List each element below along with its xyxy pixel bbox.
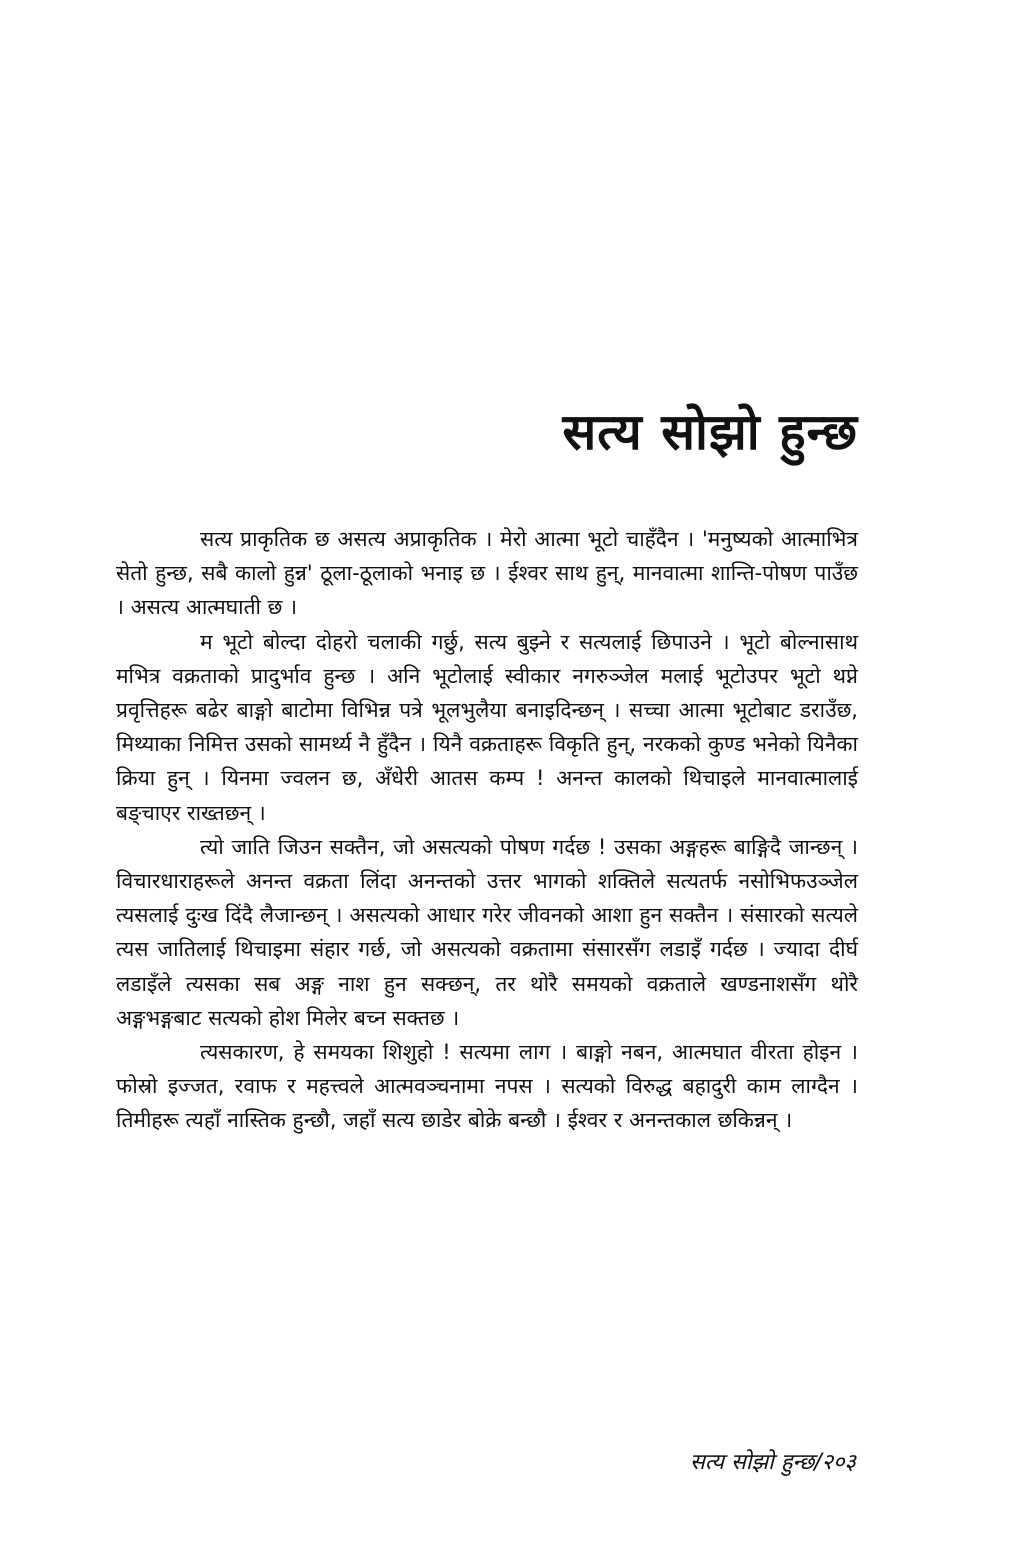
running-footer: सत्य सोझो हुन्छ/२०३	[689, 1450, 856, 1475]
paragraph: त्यसकारण, हे समयका शिशुहो ! सत्यमा लाग । बाङ्गो नबन, आत्मघात वीरता होइन । फोस्रो इज्जत, रवाफ र महत्त्वले आत्मवञ्चनामा नपस । सत्यको विरुद्ध बहादुरी काम लाग्दैन । तिमीहरू त्यहाँ नास्तिक हुन्छौ, जहाँ सत्य छाडेर बोक्रे बन्छौ । ईश्वर र अनन्तकाल छकिन्नन् ।	[116, 1040, 858, 1133]
paragraph: त्यो जाति जिउन सक्तैन, जो असत्यको पोषण गर्दछ ! उसका अङ्गहरू बाङ्गिदै जान्छन् । विचारधाराहरूले अनन्त वक्रता लिंदा अनन्तको उत्तर भागको शक्तिले सत्यतर्फ नसोभिफउञ्जेल त्यसलाई दुःख दिंदै लैजान्छन् । असत्यको आधार गरेर जीवनको आशा हुन सक्तैन । संसारको सत्यले त्यस जातिलाई थिचाइमा संहार गर्छ, जो असत्यको वक्रतामा संसारसँग लडाइँ गर्दछ । ज्यादा दीर्घ लडाइँले त्यसका सब अङ्ग नाश हुन सक्छन्, तर थोरै समयको वक्रताले खण्डनाशसँग थोरै अङ्गभङ्गबाट सत्यको होश मिलेर बच्न सक्तछ ।	[116, 834, 858, 1030]
paragraph: सत्य प्राकृतिक छ असत्य अप्राकृतिक । मेरो आत्मा भूटो चाहँदैन । 'मनुष्यको आत्माभित्र सेतो हुन्छ, सबै कालो हुन्न' ठूला-ठूलाको भनाइ छ । ईश्वर साथ हुन्, मानवात्मा शान्ति-पोषण पाउँछ । असत्य आत्मघाती छ ।	[116, 527, 858, 620]
paragraph: म भूटो बोल्दा दोहरो चलाकी गर्छु, सत्य बुझ्ने र सत्यलाई छिपाउने । भूटो बोल्नासाथ मभित्र वक्रताको प्रादुर्भाव हुन्छ । अनि भूटोलाई स्वीकार नगरुञ्जेल मलाई भूटोउपर भूटो थप्ने प्रवृत्तिहरू बढेर बाङ्गो बाटोमा विभिन्न पत्रे भूलभुलैया बनाइदिन्छन् । सच्चा आत्मा भूटोबाट डराउँछ, मिथ्याका निमित्त उसको सामर्थ्य नै हुँदैन । यिनै वक्रताहरू विकृति हुन्, नरकको कुण्ड भनेको यिनैका क्रिया हुन् । यिनमा ज्वलन छ, अँधेरी आतस कम्प ! अनन्त कालको थिचाइले मानवात्मालाई बङ्चाएर राख्तछन् ।	[116, 629, 858, 825]
chapter-title: सत्य सोझो हुन्छ	[562, 403, 858, 461]
body-text	[116, 522, 858, 1138]
